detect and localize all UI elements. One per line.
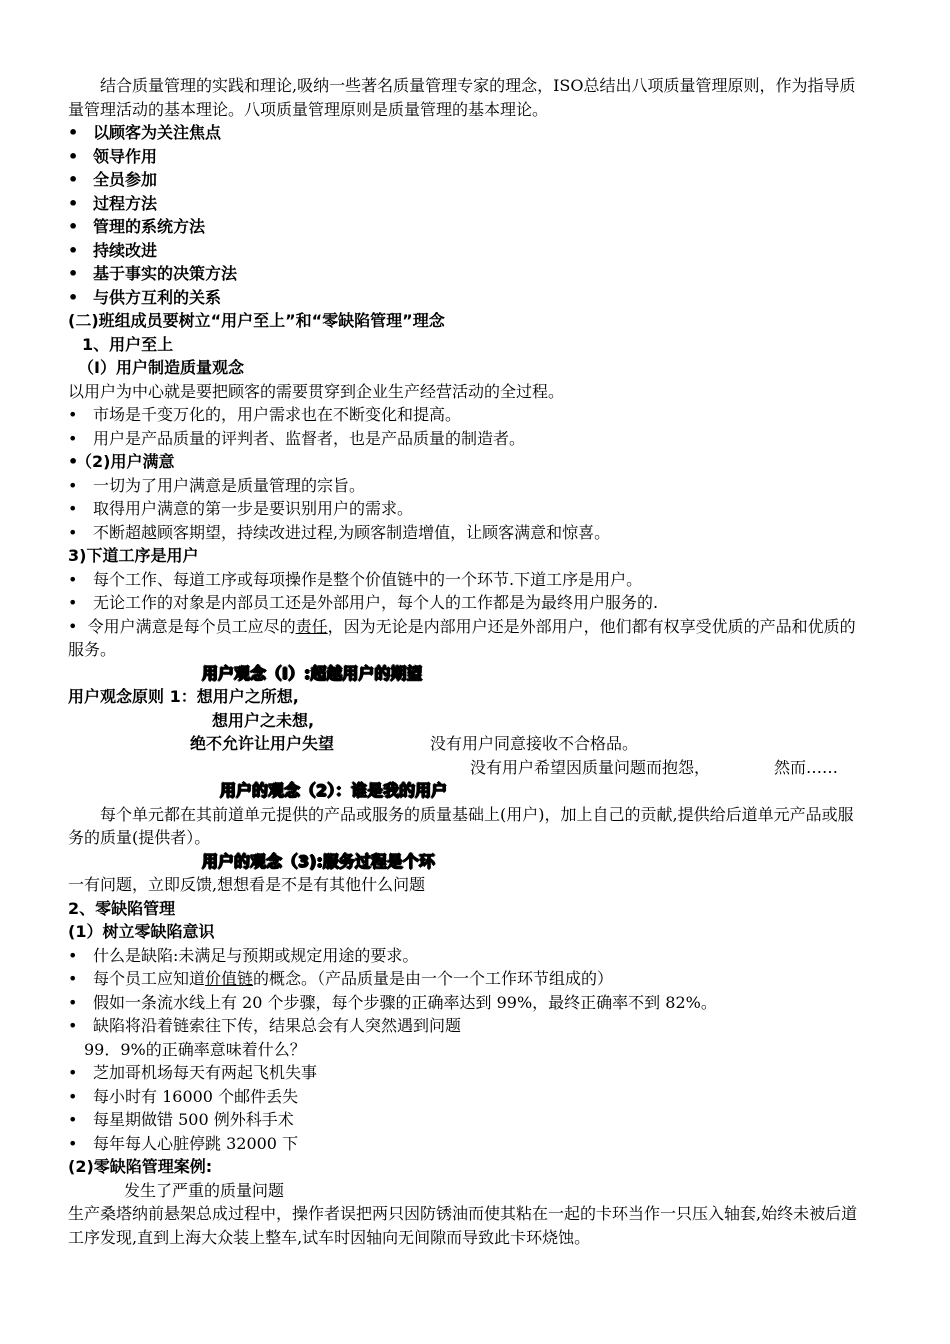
bullet-icon: • [68,992,78,1012]
bullet-icon: • [68,1086,78,1106]
list-item: • 以顾客为关注焦点 [68,121,868,145]
bullet-icon: • [68,969,78,988]
list-item: • 假如一条流水线上有 20 个步骤，每个步骤的正确率达到 99%，最终正确率不到 82%。 [68,991,868,1015]
document-page [68,74,868,1249]
section-heading: (二)班组成员要树立“用户至上”和“零缺陷管理”理念 [68,311,445,330]
subsection-heading: (1）树立零缺陷意识 [68,922,215,941]
paragraph: 99．9%的正确率意味着什么？ [84,1039,306,1059]
bullet-icon: • [68,217,79,236]
paragraph: 每个单元都在其前道单元提供的产品或服务的质量基础上(用户)，加上自己的贡献,提供给后道单元产品或服务的质量(提供者）。 [68,804,854,847]
bullet-icon: • [68,569,78,589]
principle-line: 绝不允许让用户失望 没有用户同意接收不合格品。 [190,734,639,753]
concept-title: 用户的观念（3):服务过程是个环 [202,851,435,871]
bullet-icon: • [68,264,79,283]
bullet-icon: • [68,428,78,448]
subsection-heading: 2、零缺陷管理 [68,898,176,918]
paragraph: 生产桑塔纳前悬架总成过程中，操作者误把两只因防锈油而使其粘在一起的卡环当作一只压入轴套,始终未被后道工序发现,直到上海大众装上整车,试车时因轴向无间隙而导致此卡环烧蚀。 [68,1204,858,1247]
bullet-icon: • [68,405,78,424]
intro-paragraph: 结合质量管理的实践和理论,吸纳一些著名质量管理专家的理念，ISO总结出八项质量管理原则，作为指导质量管理活动的基本理论。八项质量管理原则是质量管理的基本理论。 [68,76,856,119]
list-item: • 芝加哥机场每天有两起飞机失事 [68,1061,868,1085]
bullet-icon: • [68,1133,78,1153]
paragraph: 以用户为中心就是要把顾客的需要贯穿到企业生产经营活动的全过程。 [68,381,565,401]
concept-title: 用户的观念（2）：谁是我的用户 [220,781,448,800]
subsection-heading: （I）用户制造质量观念 [78,358,244,377]
subsection-heading: 1、用户至上 [82,334,174,354]
list-item: • 缺陷将沿着链索往下传，结果总会有人突然遇到问题 [68,1014,868,1038]
list-item: • 一切为了用户满意是质量管理的宗旨。 [68,474,868,498]
paragraph: 发生了严重的质量问题 [124,1180,285,1200]
subsection-heading: (2)零缺陷管理案例: [68,1157,213,1176]
list-item: • 基于事实的决策方法 [68,262,868,286]
list-item: • 什么是缺陷:未满足与预期或规定用途的要求。 [68,944,868,968]
list-item: • 无论工作的对象是内部员工还是外部用户，每个人的工作都是为最终用户服务的. [68,591,868,615]
subsection-heading: • （2)用户满意 [68,450,868,474]
bullet-icon: • [68,170,79,189]
list-item: • 每个工作、每道工序或每项操作是整个价值链中的一个环节.下道工序是用户。 [68,568,868,592]
list-item: • 每年每人心脏停跳 32000 下 [68,1132,868,1156]
bullet-icon: • [68,475,78,495]
list-item: • 用户是产品质量的评判者、监督者，也是产品质量的制造者。 [68,427,868,451]
list-item: • 过程方法 [68,192,868,216]
list-item: • 每个员工应知道 价值链 的概念。（产品质量是由一个一个工作环节组成的） [68,967,868,991]
bullet-icon: • [68,146,79,166]
list-item: • 与供方互利的关系 [68,286,868,310]
principle-line: 想用户之未想, [212,710,315,730]
bullet-icon: • [68,616,78,636]
bullet-icon: • [68,452,79,471]
bullet-icon: • [68,522,78,542]
bullet-icon: • [68,1110,78,1129]
list-item: • 每星期做错 500 例外科手术 [68,1108,868,1132]
list-item: • 取得用户满意的第一步是要识别用户的需求。 [68,497,868,521]
bullet-icon: • [68,287,79,307]
principle-line: 没有用户希望因质量问题而抱怨， 然而…… [470,757,839,777]
paragraph: 一有问题，立即反馈,想想看是不是有其他什么问题 [68,875,426,894]
bullet-icon: • [68,123,79,142]
bullet-icon: • [68,945,78,965]
list-item: • 领导作用 [68,145,868,169]
list-item: • 管理的系统方法 [68,215,868,239]
bullet-icon: • [68,240,79,260]
concept-title: 用户观念（I）:超越用户的期望 [202,663,423,683]
bullet-icon: • [68,193,79,213]
list-item: • 全员参加 [68,168,868,192]
bullet-icon: • [68,1063,78,1082]
list-item: • 不断超越顾客期望，持续改进过程,为顾客制造增值，让顾客满意和惊喜。 [68,521,868,545]
principle-line: 用户观念原则 1：想用户之所想, [68,687,299,706]
list-item: • 令用户满意是每个员工应尽的责任，因为无论是内部用户还是外部用户，他们都有权享受优质的产品和优质的服务。 [68,616,856,659]
principle-list [68,121,868,309]
list-item: • 持续改进 [68,239,868,263]
bullet-icon: • [68,1016,78,1035]
bullet-icon: • [68,593,78,612]
subsection-heading: 3)下道工序是用户 [68,546,199,565]
list-item: • 市场是千变万化的，用户需求也在不断变化和提高。 [68,403,868,427]
bullet-icon: • [68,499,78,518]
list-item: • 每小时有 16000 个邮件丢失 [68,1085,868,1109]
